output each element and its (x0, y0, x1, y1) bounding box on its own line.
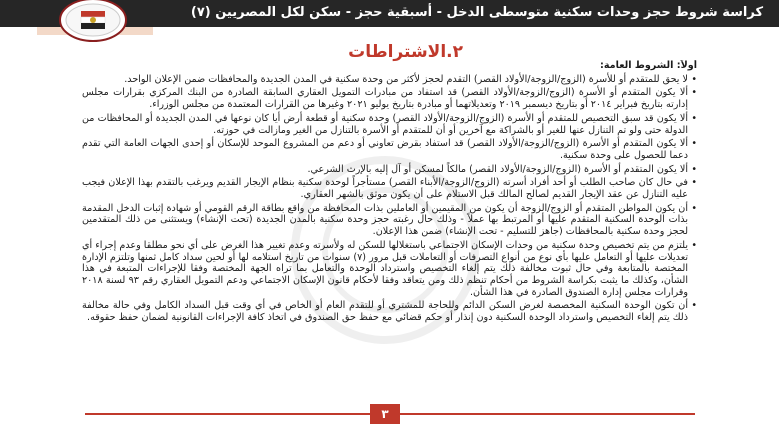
conditions-content (82, 60, 697, 400)
condition-item: • لا يحق للمتقدم أو للأسرة (الزوج/الزوجة/الأولاد القصر) التقدم لحجز لأكثر من وحدة سكنية في المدن الجديدة والمحافظات ضمن الإعلان الواحد. (82, 74, 697, 86)
condition-item: • ألا يكون المتقدم أو الأسرة (الزوج/الزوجة/الأولاد القصر) قد استفاد بقرض تعاوني أو دعم من المشروع الموحد للإسكان أو إحدى الجهات العامة التي تقدم دعما للحصول على وحدة سكنية. (82, 138, 697, 161)
condition-item: • ألا يكون المتقدم أو الأسرة (الزوج/الزوجة/الأولاد القصر) مالكاً لمسكن أو آل إليه بالإرث الشرعي. (82, 164, 697, 176)
condition-item: • يلتزم من يتم تخصيص وحدة سكنية من وحدات الإسكان الاجتماعي باستغلالها للسكن له ولأسرته وعدم تغيير هذا الغرض على أي نحو مطلقا وعدم إجراء أي تعديلات عليها أو التعامل عليها بأي نوع من أنواع التصرفات أو التعاملات قبل مرور (٧) سنوات من تاريخ استلامه لها أو لحين سداد كامل ثمنها وتلتزم الإدارة المختصة بالمتابعة وفي حال ثبوت مخالفة ذلك يتم إلغاء التخصيص واسترداد الوحدة والتعامل بما تراه الجهة المختصة وفقا للإجراءات المتبعة في هذا الشأن، وكذلك ما يثبت بكراسة الشروط من أحكام تنظم ذلك ومن يتعاقد وفقا لأحكام قانون الإسكان الاجتماعي ودعم التمويل العقاري رقم ٩٣ لسنة ٢٠١٨ وقرارات مجلس إدارة الصندوق الصادرة في هذا الشأن. (82, 240, 697, 299)
general-conditions-heading: أولاً: الشروط العامة: (600, 60, 697, 71)
logo-emblem (58, 0, 128, 44)
condition-item: • ألا يكون قد سبق التخصيص للمتقدم أو الأسرة (الزوج/الزوجة/الأولاد القصر) وحدة سكنية أو قطعة أرض أيا كان نوعها في المدن الجديدة أو المحافظات من الدولة حتى ولو تم التنازل عنها للغير أو بالشراكة مع آخرين أو أن للمتقدم أو الأسرة بالتنازل من الغير ومازالت في حوزته. (82, 113, 697, 136)
document-title: كراسة شروط حجز وحدات سكنية متوسطى الدخل - أسبقية حجز - سكن لكل المصريين (٧) (190, 5, 763, 20)
condition-item: • في حال كان صاحب الطلب أو أحد أفراد أسرته (الزوج/الزوجة/الأبناء القصر) مستأجراً لوحدة سكنية بنظام الإيجار القديم ويرغب بالتقدم بهذا الإعلان فيجب عليه التنازل عن عقد الإيجار القديم لصالح المالك قبل الاستلام على أن يكون موثق بالشهر العقاري. (82, 177, 697, 200)
section-heading: ٢.الاشتراطات (348, 42, 463, 62)
condition-item: • أن تكون الوحدة السكنية المخصصة لغرض السكن الدائم وللحاجة للمشتري أو للتقدم العام أو الخاص في أي وقت قبل السداد الكامل وفي حالة مخالفة ذلك يتم إلغاء التخصيص واسترداد الوحدة السكنية دون إنذار أو حكم قضائي مع حفظ حق الصندوق في اتخاذ كافة الإجراءات القانونية لضمان حفظ حقوقه. (82, 300, 697, 323)
condition-item: • ألا يكون المتقدم أو الأسرة (الزوج/الزوجة/الأولاد القصر) قد استفاد من مبادرات التمويل العقاري السابقة الصادرة من البنك المركزي بقرارات مجلس إدارته بتاريخ فبراير ٢٠١٤ أو بتاريخ ديسمبر ٢٠١٩ وتعديلاتهما أو مبادرة بتاريخ يوليو ٢٠٢١ وغيرها من القرارات المعتمدة من مجلس الوزراء. (82, 87, 697, 110)
condition-item: • أن يكون المواطن المتقدم أو الزوج/الزوجة أن يكون من المقيمين أو العاملين بذات المحافظة من واقع بطاقة الرقم القومي أو شهادة إثبات الدخل المقدمة بذات الوحدة السكنية المتقدم عليها أو المرتبط بها عملاً - وذلك حال رغبته حجز وحدة سكنية بالمدن الجديدة (تحت الإنشاء) ويستثنى من ذلك المتقدمين لحجز وحدة سكنية بالمحافظات (جاهز للتسليم - تحت الإنشاء) ضمن هذا الإعلان. (82, 203, 697, 238)
page-number: ٣ (370, 404, 400, 424)
